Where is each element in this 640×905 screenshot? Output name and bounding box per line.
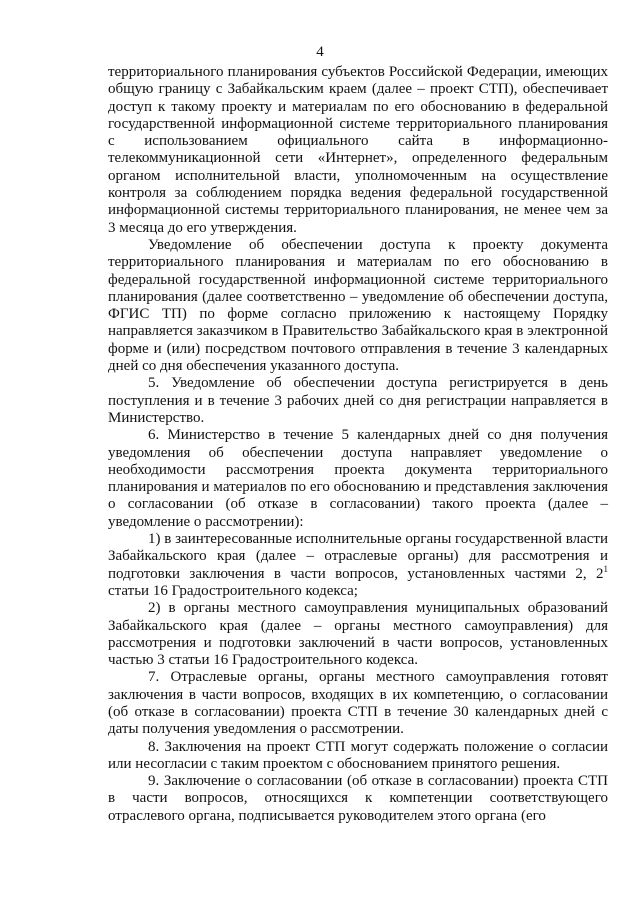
- paragraph-item-7: 7. Отраслевые органы, органы местного самоуправления готовят заключения в части вопросов, входящих в их компетенцию, о согласовании (об отказе в согласовании) проекта СТП в течение 30 календарных дней с даты получения уведомления о рассмотрении.: [108, 669, 608, 738]
- subitem-1-text: 1) в заинтересованные исполнительные органы государственной власти Забайкальского края (далее – отраслевые органы) для рассмотрения и подготовки заключения в части вопросов, установленных частями 2, 2: [108, 531, 608, 582]
- document-body: [108, 64, 608, 825]
- page-number: 4: [316, 44, 324, 60]
- paragraph-subitem-1: [108, 531, 608, 600]
- paragraph-notification-access: Уведомление об обеспечении доступа к проекту документа территориального планирования и материалам по его обоснованию в федеральной государственной информационной системе территориального планирования (далее соответственно – уведомление об обеспечении доступа, ФГИС ТП) по форме согласно приложению к настоящему Порядку направляется заказчиком в Правительство Забайкальского края в электронной форме и (или) посредством почтового отправления в течение 3 календарных дней со дня обеспечения указанного доступа.: [108, 236, 608, 375]
- paragraph-subitem-2: 2) в органы местного самоуправления муниципальных образований Забайкальского края (далее – органы местного самоуправления) для рассмотрения и подготовки заключений в части вопросов, установленных частью 3 статьи 16 Градостроительного кодекса.: [108, 600, 608, 669]
- paragraph-item-9: 9. Заключение о согласовании (об отказе в согласовании) проекта СТП в части вопросов, относящихся к компетенции соответствующего отраслевого органа, подписывается руководителем этого органа (его: [108, 773, 608, 824]
- paragraph-item-5: 5. Уведомление об обеспечении доступа регистрируется в день поступления и в течение 3 рабочих дней со дня регистрации направляется в Министерство.: [108, 375, 608, 426]
- paragraph-item-8: 8. Заключения на проект СТП могут содержать положение о согласии или несогласии с таким проектом с обоснованием принятого решения.: [108, 738, 608, 772]
- paragraph-continuation: территориального планирования субъектов Российской Федерации, имеющих общую границу с Забайкальским краем (далее – проект СТП), обеспечивает доступ к такому проекту и материалам по его обоснованию в федеральной государственной информационной системе территориального планирования с использованием официального сайта в информационно-телекоммуникационной сети «Интернет», определенного федеральным органом исполнительной власти, уполномоченным на осуществление контроля за соблюдением порядка ведения федеральной государственной информационной системы территориального планирования, не менее чем за 3 месяца до его утверждения.: [108, 64, 608, 236]
- subitem-1-text-end: статьи 16 Градостроительного кодекса;: [108, 582, 358, 599]
- paragraph-item-6: 6. Министерство в течение 5 календарных дней со дня получения уведомления об обеспечении доступа направляет уведомление о необходимости рассмотрения проекта документа территориального планирования и материалов по его обоснованию и представления заключения о согласовании (об отказе в согласовании) такого проекта (далее – уведомление о рассмотрении):: [108, 427, 608, 530]
- superscript-index: 1: [603, 563, 608, 574]
